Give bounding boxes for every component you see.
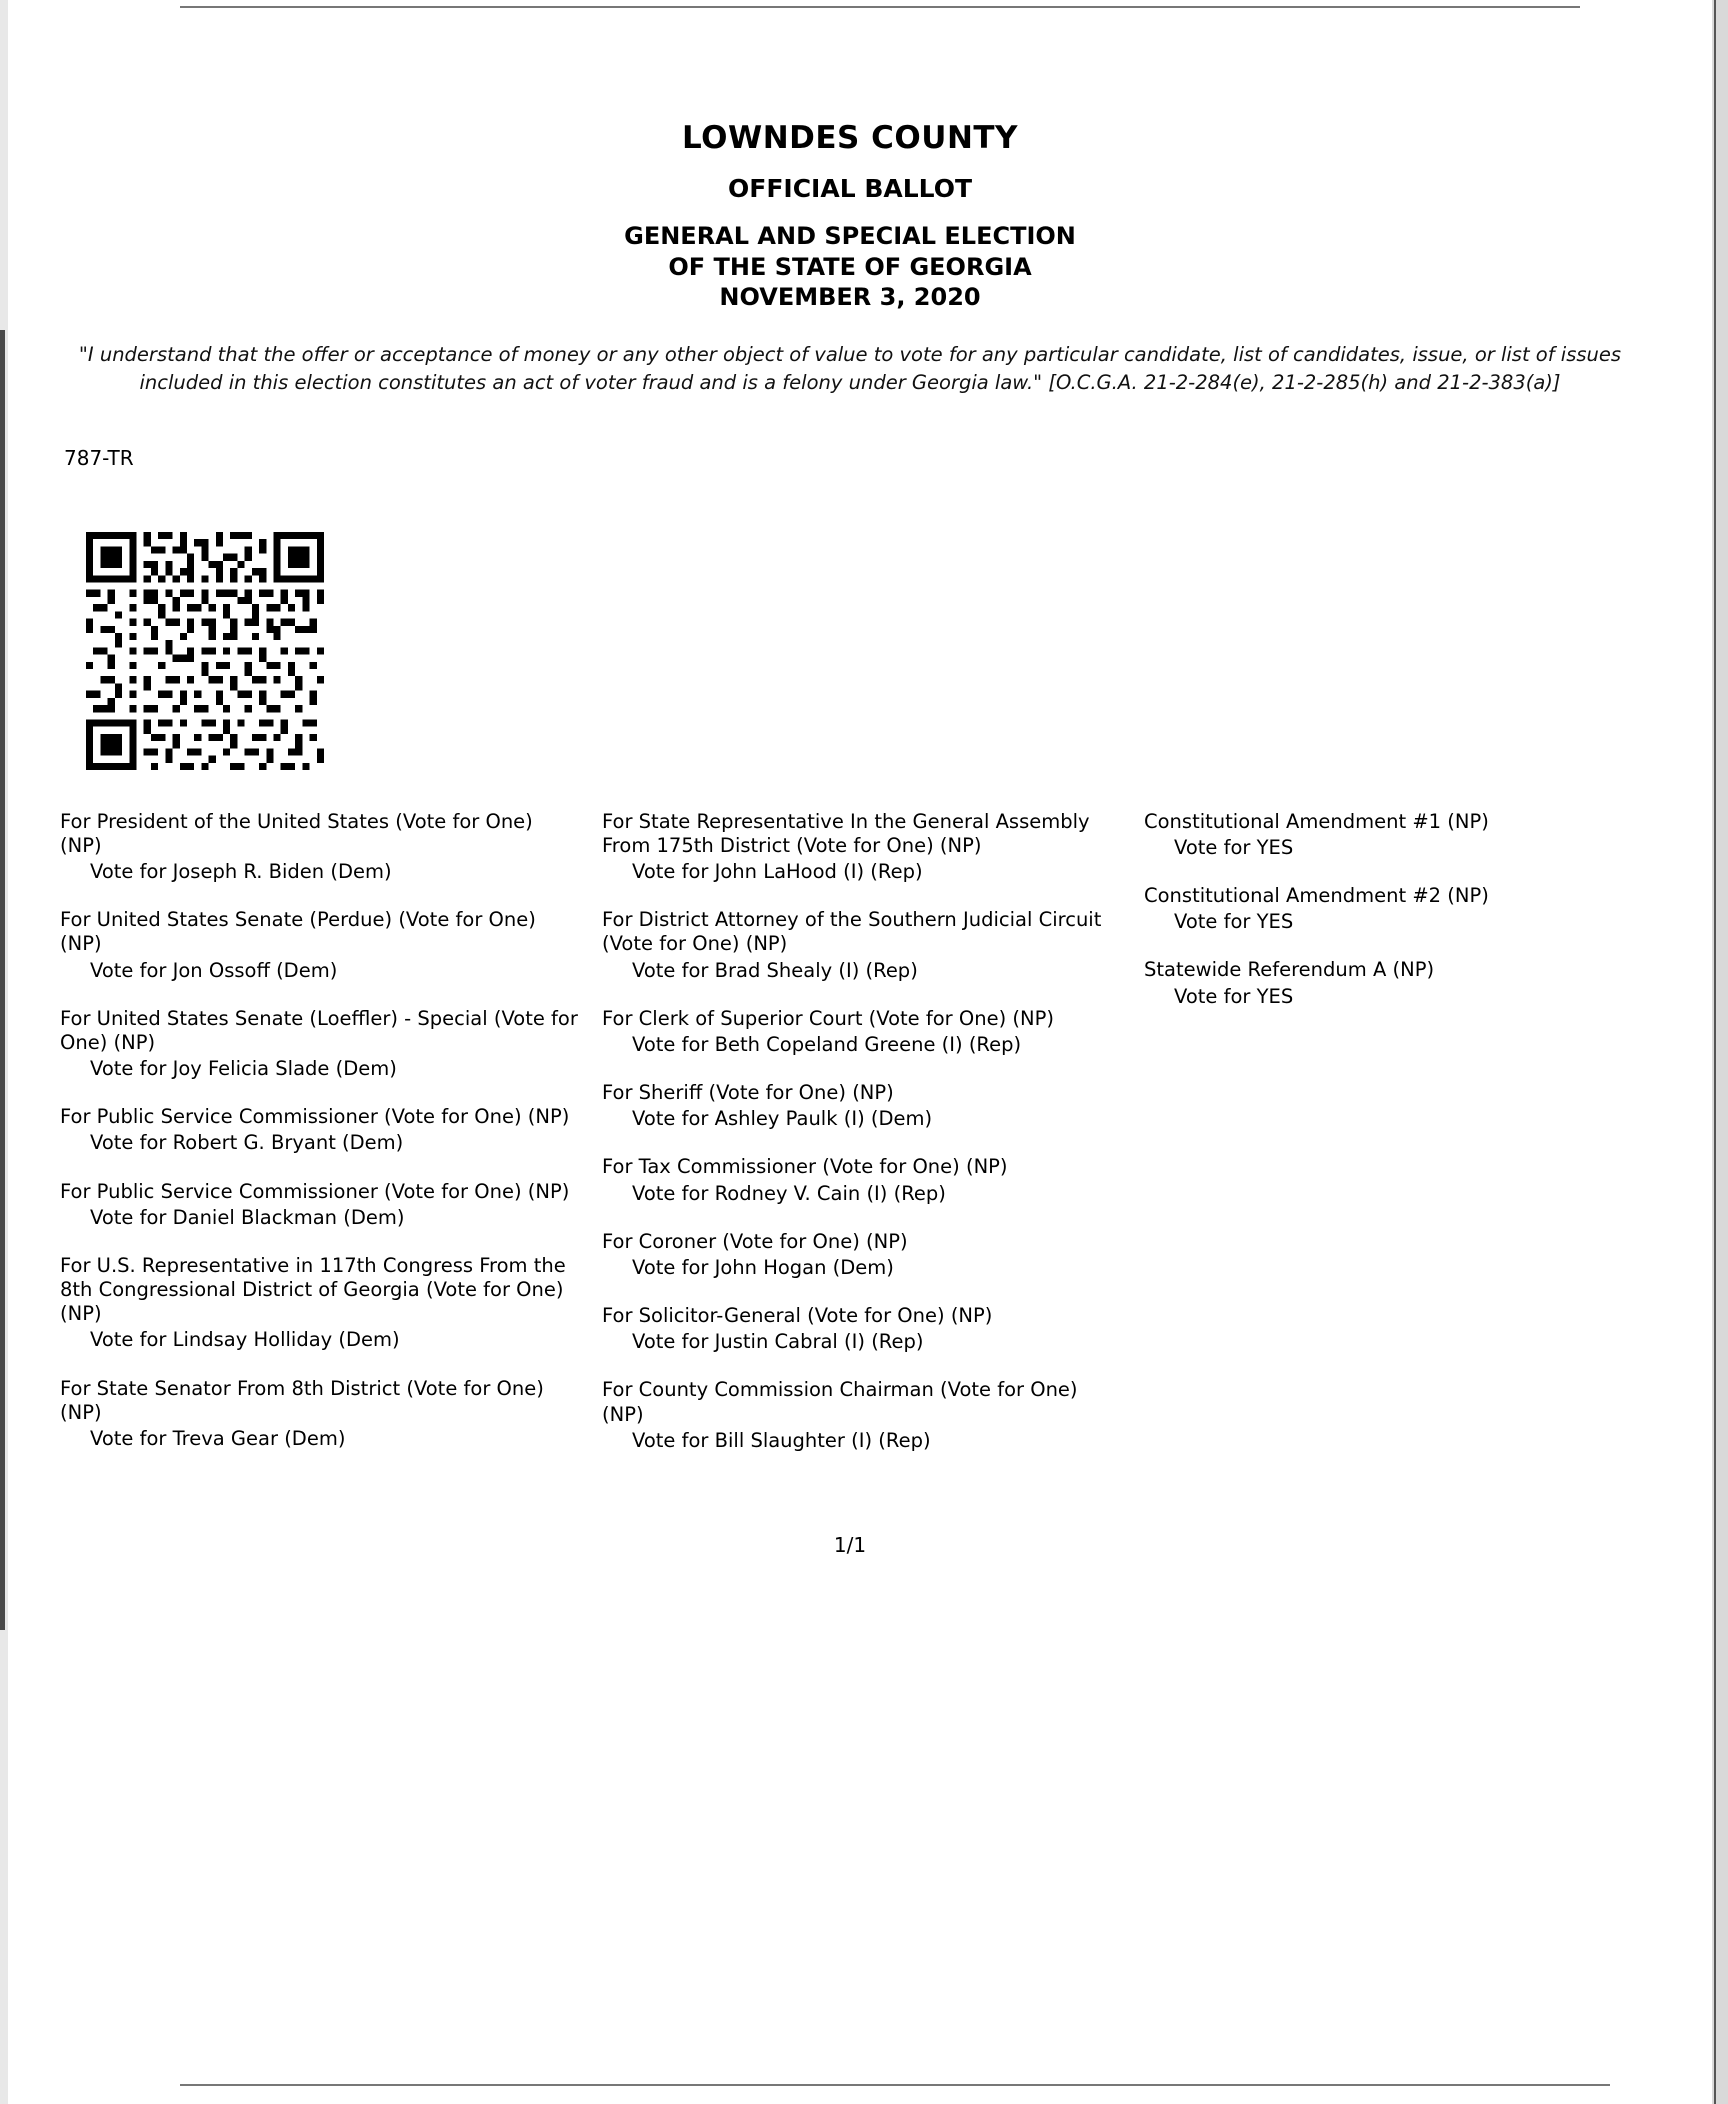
- contest-title: For Coroner (Vote for One) (NP): [602, 1229, 908, 1253]
- contest-choice: Vote for Rodney V. Cain (I) (Rep): [632, 1181, 946, 1205]
- contest-choice: Vote for Jon Ossoff (Dem): [90, 958, 338, 982]
- contest-title: For United States Senate (Loeffler) - Special (Vote for One) (NP): [60, 1006, 578, 1054]
- contest-choice: Vote for Joseph R. Biden (Dem): [90, 860, 392, 884]
- contest-title: Statewide Referendum A (NP): [1144, 958, 1435, 982]
- contest-columns: [60, 810, 1640, 1477]
- contest-us-senate-perdue: [60, 908, 580, 983]
- contest-sheriff: [602, 1081, 1122, 1131]
- contest-choice: Vote for Ashley Paulk (I) (Dem): [632, 1107, 933, 1131]
- qr-code-icon: [64, 532, 346, 770]
- contest-choice: Vote for John Hogan (Dem): [632, 1255, 894, 1279]
- contest-title: For County Commission Chairman (Vote for One) (NP): [602, 1378, 1078, 1426]
- page-edge-bottom-line: [180, 2084, 1610, 2086]
- page-title: LOWNDES COUNTY: [682, 120, 1018, 156]
- contest-public-service-commissioner-1: [60, 1105, 580, 1155]
- contest-title: For President of the United States (Vote for One) (NP): [60, 809, 533, 857]
- contest-choice: Vote for Bill Slaughter (I) (Rep): [632, 1428, 931, 1452]
- page-number: 1/1: [833, 1532, 867, 1557]
- contest-president: [60, 810, 580, 885]
- contest-choice: Vote for Beth Copeland Greene (I) (Rep): [632, 1032, 1022, 1056]
- contest-public-service-commissioner-2: [60, 1180, 580, 1230]
- ballot-style-id: 787-TR: [64, 445, 134, 470]
- page-edge-top-line: [180, 6, 1580, 8]
- contest-choice: Vote for Robert G. Bryant (Dem): [90, 1131, 404, 1155]
- contest-statewide-referendum-a: [1144, 958, 1624, 1008]
- contest-solicitor-general: [602, 1304, 1122, 1354]
- contest-title: For State Senator From 8th District (Vote for One) (NP): [60, 1376, 544, 1424]
- page-edge-right-line: [1714, 0, 1716, 2104]
- qr-code-container: [60, 532, 1640, 774]
- election-name-line2: OF THE STATE OF GEORGIA: [668, 252, 1032, 281]
- page-edge-left-shadow: [0, 330, 5, 1630]
- contest-choice: Vote for Treva Gear (Dem): [90, 1426, 346, 1450]
- contest-choice: Vote for Brad Shealy (I) (Rep): [632, 958, 918, 982]
- contest-state-representative-175th: [602, 810, 1122, 885]
- contest-title: For United States Senate (Perdue) (Vote for One) (NP): [60, 908, 536, 956]
- contest-us-senate-loeffler-special: [60, 1007, 580, 1082]
- contest-tax-commissioner: [602, 1155, 1122, 1205]
- contest-column-2: [602, 810, 1122, 1477]
- contest-title: For Solicitor-General (Vote for One) (NP): [602, 1304, 993, 1328]
- contest-column-3: [1144, 810, 1624, 1033]
- contest-coroner: [602, 1230, 1122, 1280]
- election-date: NOVEMBER 3, 2020: [719, 283, 981, 312]
- voter-fraud-oath-text: "I understand that the offer or acceptance of money or any other object of value to vote for any particular candidate, list of candidates, issue, or list of issues included in this election constitutes an act of voter fraud and is a felony under Georgia law." [O.C.G.A. 21-2-284(e), 21-2-285(h) and 21-2-383(a)]: [78, 343, 1622, 395]
- election-name-line1: GENERAL AND SPECIAL ELECTION: [624, 222, 1076, 250]
- contest-district-attorney: [602, 908, 1122, 983]
- official-ballot-label: OFFICIAL BALLOT: [727, 174, 973, 203]
- contest-choice: Vote for YES: [1174, 984, 1294, 1008]
- contest-constitutional-amendment-2: [1144, 884, 1624, 934]
- contest-choice: Vote for Lindsay Holliday (Dem): [90, 1328, 400, 1352]
- contest-us-representative-117th-congress: [60, 1254, 580, 1353]
- contest-choice: Vote for YES: [1174, 910, 1294, 934]
- contest-choice: Vote for Joy Felicia Slade (Dem): [90, 1057, 397, 1081]
- contest-title: Constitutional Amendment #2 (NP): [1144, 884, 1489, 908]
- contest-constitutional-amendment-1: [1144, 810, 1624, 860]
- contest-title: For Clerk of Superior Court (Vote for One) (NP): [602, 1006, 1054, 1030]
- contest-title: For District Attorney of the Southern Judicial Circuit (Vote for One) (NP): [602, 908, 1102, 956]
- contest-title: For Tax Commissioner (Vote for One) (NP): [602, 1155, 1008, 1179]
- contest-column-1: [60, 810, 580, 1475]
- contest-title: Constitutional Amendment #1 (NP): [1144, 809, 1489, 833]
- contest-title: For Sheriff (Vote for One) (NP): [602, 1081, 894, 1105]
- contest-title: For Public Service Commissioner (Vote for One) (NP): [60, 1179, 570, 1203]
- contest-county-commission-chairman: [602, 1378, 1122, 1453]
- contest-choice: Vote for YES: [1174, 835, 1294, 859]
- contest-choice: Vote for Justin Cabral (I) (Rep): [632, 1330, 924, 1354]
- contest-clerk-of-superior-court: [602, 1007, 1122, 1057]
- contest-title: For Public Service Commissioner (Vote for One) (NP): [60, 1105, 570, 1129]
- contest-choice: Vote for Daniel Blackman (Dem): [90, 1205, 405, 1229]
- contest-title: For U.S. Representative in 117th Congress From the 8th Congressional District of Georgia (Vote for One) (NP): [60, 1253, 566, 1326]
- contest-choice: Vote for John LaHood (I) (Rep): [632, 860, 923, 884]
- election-heading: [60, 221, 1640, 313]
- contest-title: For State Representative In the General Assembly From 175th District (Vote for One) (NP): [602, 809, 1090, 857]
- ballot-content: [60, 120, 1640, 1557]
- contest-state-senator-8th-district: [60, 1377, 580, 1452]
